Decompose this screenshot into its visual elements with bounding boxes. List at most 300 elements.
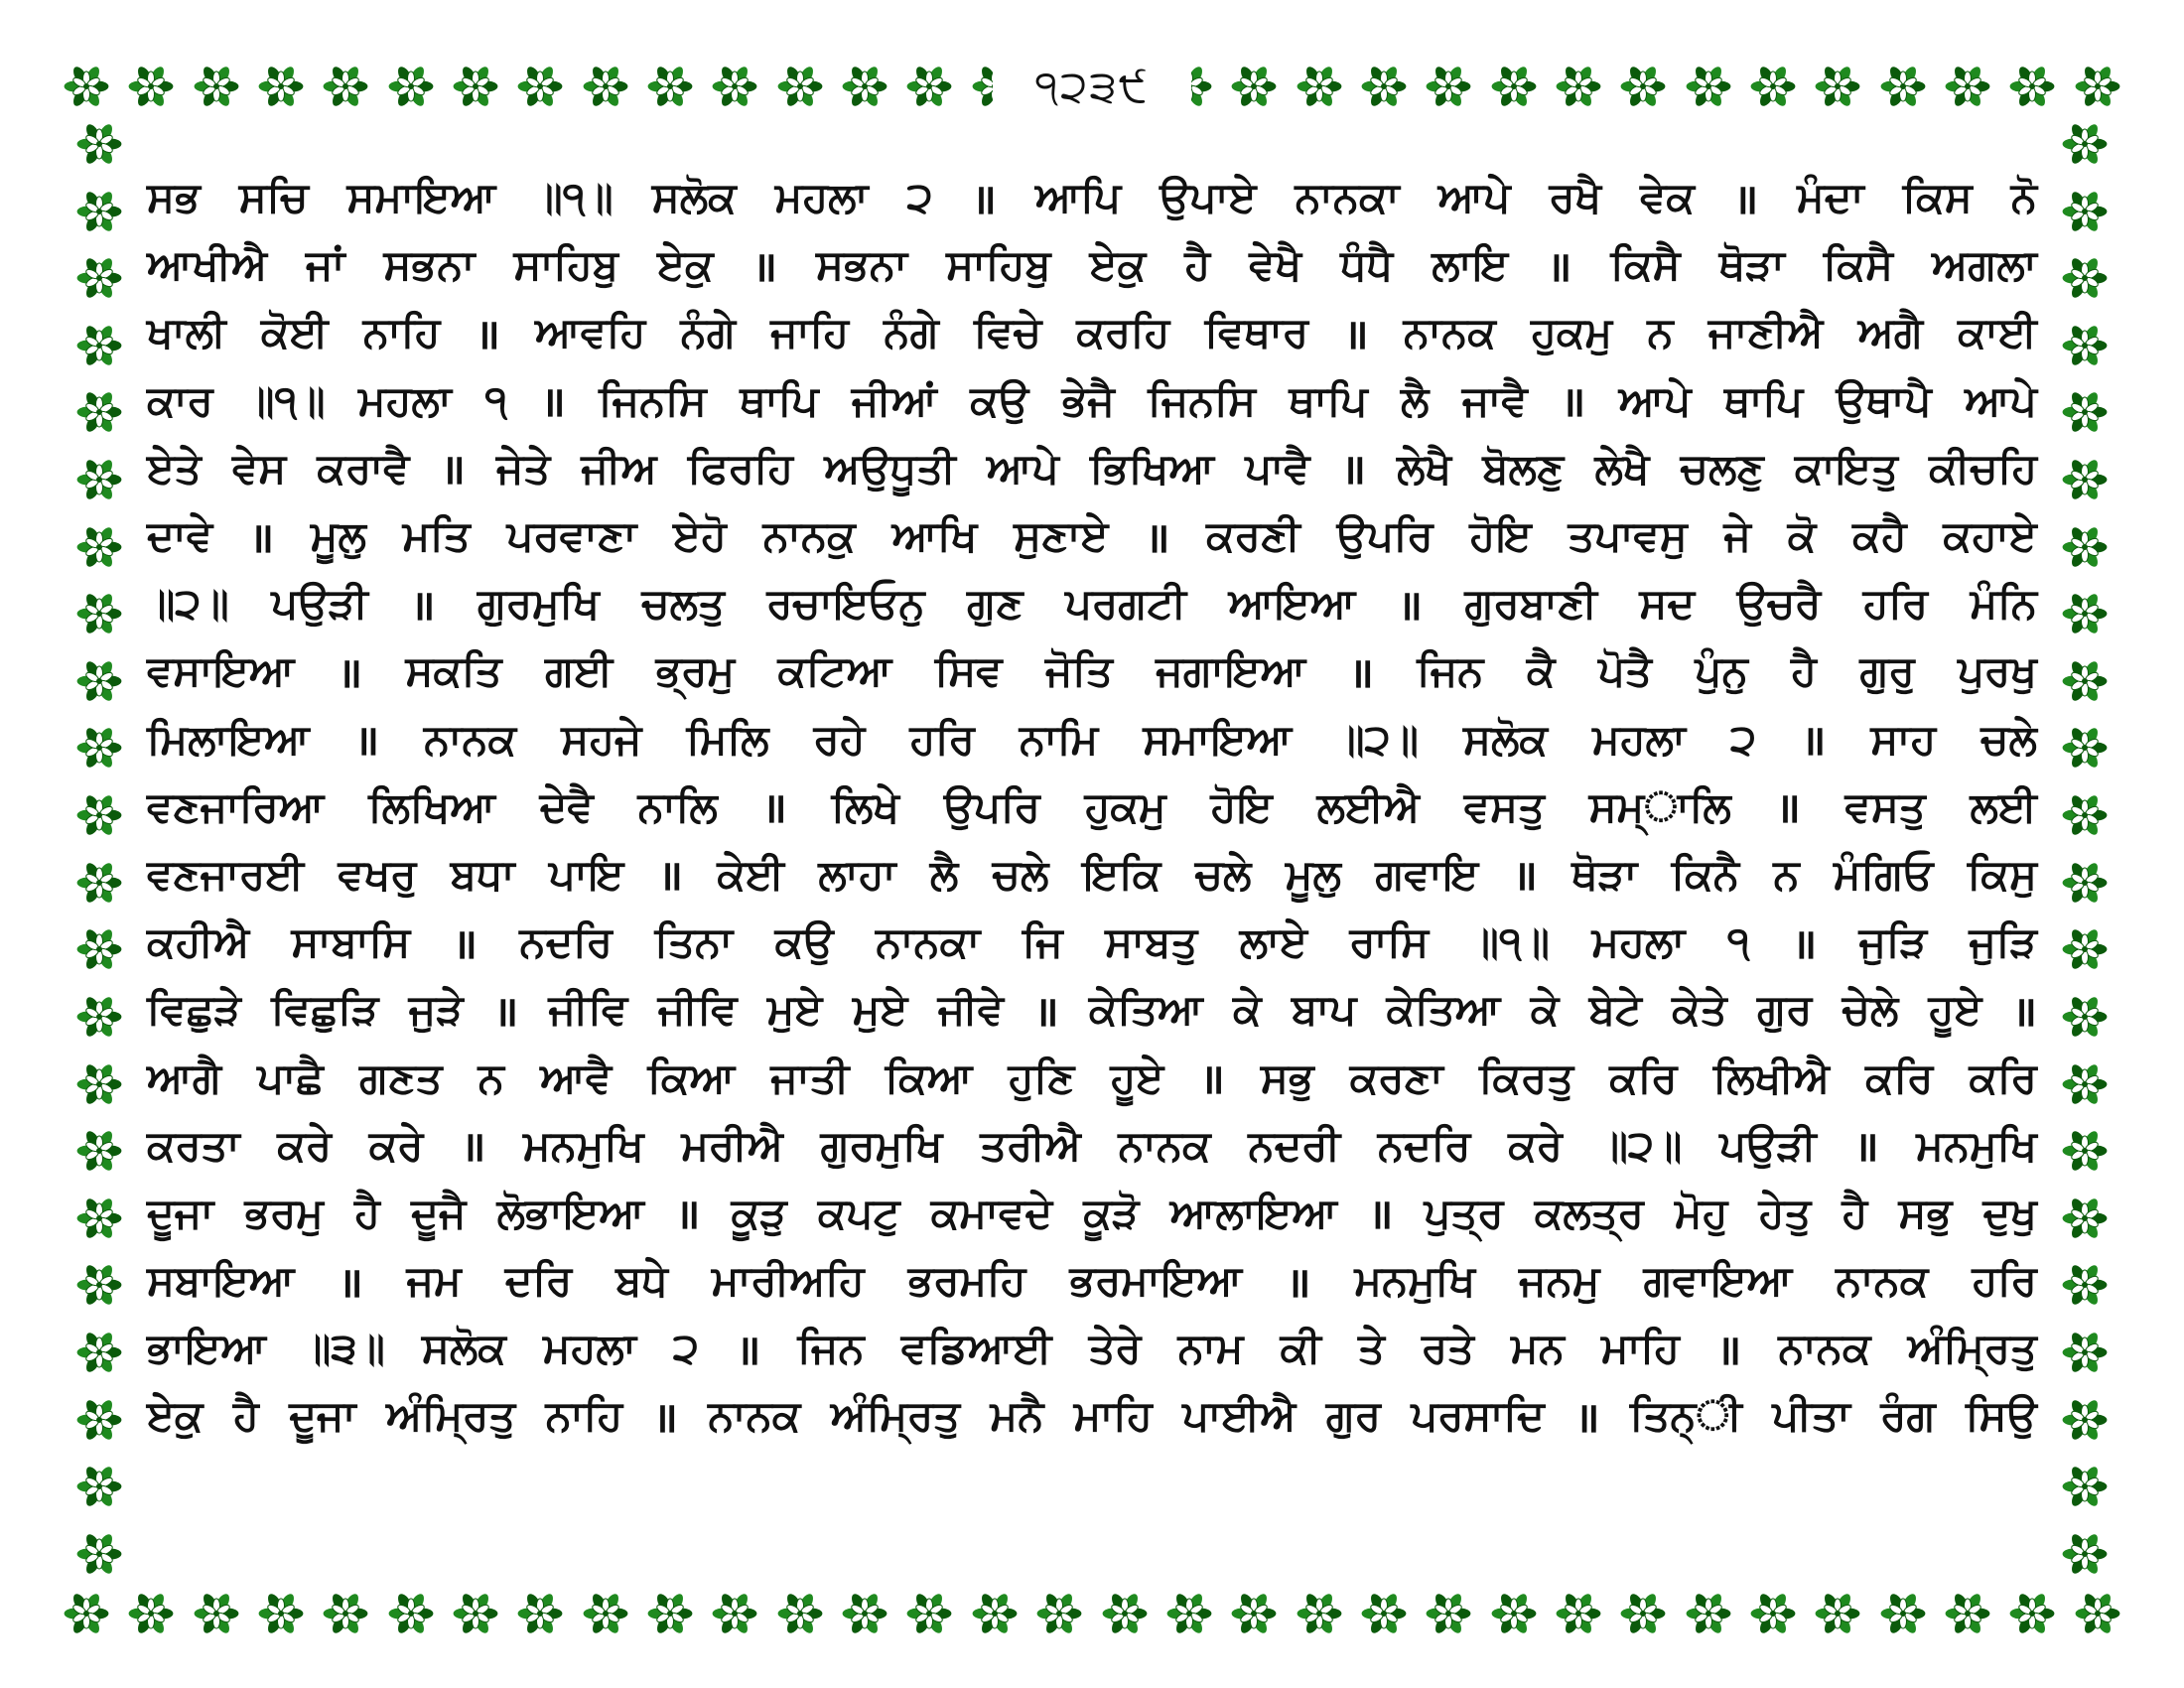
- text-word: ॥: [461, 1122, 486, 1172]
- text-word: ਜਗਾਇਆ: [1156, 646, 1306, 696]
- text-word: ਏਹੋ: [673, 511, 727, 561]
- text-word: ਬਾਪ: [1291, 985, 1357, 1035]
- border-left: [71, 119, 127, 1579]
- flower-icon: [1359, 1589, 1409, 1638]
- text-word: ਕਿਰਤੁ: [1479, 1053, 1574, 1102]
- text-word: ਪੁਤ੍ਰ: [1424, 1188, 1504, 1237]
- flower-icon: [192, 62, 241, 111]
- text-word: ਨਾਨਕਾ: [876, 917, 981, 967]
- text-word: ਗਵਾਇਆ: [1643, 1256, 1793, 1306]
- text-word: ਗੁਰ: [1325, 1391, 1381, 1441]
- text-word: ਕੇਤਿਆ: [1386, 985, 1501, 1035]
- text-word: ਪਾਇ: [548, 849, 624, 899]
- text-word: ਹੈ: [1184, 240, 1211, 290]
- text-word: ਅਉਧੂਤੀ: [824, 443, 956, 492]
- text-word: ਰੰਗ: [1880, 1391, 1936, 1441]
- text-word: ਕੇਈ: [717, 849, 784, 899]
- flower-icon: [74, 858, 124, 908]
- flower-icon: [2073, 1589, 2122, 1638]
- text-word: ਮਹਲਾ: [1592, 714, 1686, 764]
- text-word: ਕਰਹਿ: [1076, 308, 1170, 357]
- text-word: ਉਚਰੈ: [1736, 579, 1822, 629]
- text-word: ਚਲੇ: [1194, 849, 1252, 899]
- flower-icon: [1554, 62, 1603, 111]
- text-word: ਵੇਖੈ: [1249, 240, 1302, 290]
- text-word: ਲੈ: [1401, 375, 1430, 425]
- text-word: ਚਲਣੁ: [1680, 443, 1764, 492]
- text-word: ਆਖਿ: [891, 511, 978, 561]
- text-word: ਹੈ: [1842, 1188, 1868, 1237]
- text-word: ਨਾਮਿ: [1019, 714, 1099, 764]
- text-word: ਏਕੁ: [1089, 240, 1147, 290]
- text-word: ॥: [1716, 1325, 1742, 1374]
- text-word: ॥: [1801, 716, 1827, 766]
- text-word: ੨: [672, 1324, 700, 1373]
- text-word: ॥: [1348, 647, 1374, 697]
- text-word: ॥: [540, 377, 566, 427]
- text-line: [147, 231, 2037, 299]
- text-word: ॥: [452, 918, 478, 968]
- flower-icon: [74, 321, 124, 370]
- text-word: ਜਿਨਸਿ: [1148, 375, 1256, 425]
- text-word: ਮਨਮੁਖਿ: [1354, 1256, 1476, 1306]
- text-word: ਜਿ: [1022, 917, 1063, 967]
- flower-icon: [74, 589, 124, 638]
- text-word: ॥: [657, 851, 683, 901]
- text-word: ਸਕਤਿ: [405, 646, 502, 696]
- flower-icon: [74, 790, 124, 840]
- flower-icon: [515, 1589, 565, 1638]
- text-word: ॥: [492, 986, 519, 1036]
- text-word: ਕਉ: [774, 917, 834, 967]
- text-word: ਕੇਤੇ: [1672, 985, 1727, 1035]
- flower-icon: [2007, 1589, 2057, 1638]
- flower-icon: [74, 119, 124, 169]
- flower-icon: [1034, 1589, 1084, 1638]
- text-line: [147, 774, 2037, 841]
- flower-icon: [645, 1589, 695, 1638]
- flower-icon: [1878, 62, 1928, 111]
- text-word: ਕਰਿ: [1969, 1053, 2037, 1102]
- text-word: ॥: [1853, 1122, 1879, 1172]
- text-word: ਦਰਿ: [504, 1256, 573, 1306]
- text-word: ਜਾਵੈ: [1461, 375, 1528, 425]
- text-word: ਕਪਟੁ: [817, 1188, 900, 1237]
- text-word: ਨਦਰਿ: [519, 917, 613, 967]
- flower-icon: [126, 1589, 176, 1638]
- text-word: ॥੧॥: [534, 173, 614, 222]
- text-word: ਮੂਲੁ: [310, 511, 366, 561]
- text-word: ਲਾਇ: [1432, 240, 1509, 290]
- text-word: ਜੁੜਿ: [1969, 917, 2037, 967]
- text-word: ॥: [736, 1325, 761, 1374]
- text-word: ਹੂਏ: [1110, 1053, 1164, 1102]
- text-word: ਆਲਾਇਆ: [1169, 1188, 1337, 1237]
- text-word: ਕੂੜੋ: [1083, 1188, 1140, 1237]
- text-word: ਮਿਲਾਇਆ: [147, 714, 310, 764]
- text-word: ਆਪੇ: [1965, 375, 2037, 425]
- text-word: ਅੰਮ੍ਰਿਤੁ: [385, 1391, 516, 1441]
- flower-icon: [840, 62, 889, 111]
- text-word: ਕੈ: [1526, 646, 1556, 696]
- text-word: ॥: [410, 580, 436, 630]
- text-word: ਸਭਨਾ: [816, 240, 907, 290]
- text-word: ਲੇਖੈ: [1397, 443, 1452, 492]
- text-word: ਸਭੁ: [1898, 1188, 1953, 1237]
- flower-icon: [1489, 1589, 1539, 1638]
- text-line: [147, 976, 2037, 1044]
- flower-icon: [2060, 1194, 2110, 1243]
- text-word: ਕਰੇ: [1508, 1120, 1563, 1170]
- text-word: ਕਮਾਵਦੇ: [930, 1188, 1053, 1237]
- flower-icon: [1229, 1589, 1279, 1638]
- text-word: ਜਿਨ: [797, 1324, 865, 1373]
- text-word: ਆਖੀਐ: [147, 240, 267, 290]
- text-word: ॥: [475, 309, 500, 358]
- text-line: [147, 299, 2037, 366]
- text-word: ਵਣਜਾਰਈ: [147, 849, 305, 899]
- text-word: ॥: [675, 1190, 701, 1239]
- flower-icon: [192, 1589, 241, 1638]
- text-word: ॥੨॥: [1336, 714, 1419, 764]
- text-line: [147, 841, 2037, 909]
- text-word: ਹੁਕਮੁ: [1531, 308, 1613, 357]
- text-word: ਕਹੈ: [1852, 511, 1907, 561]
- flower-icon: [74, 187, 124, 236]
- flower-icon: [1943, 62, 1992, 111]
- text-word: ਨਾਲਿ: [637, 781, 718, 831]
- text-word: ਗੁਰਮੁਖਿ: [820, 1120, 943, 1170]
- flower-icon: [1229, 62, 1279, 111]
- text-word: ਵਿਥਾਰ: [1204, 308, 1309, 357]
- text-word: ਵੇਸ: [231, 443, 287, 492]
- text-word: ਬੇਟੇ: [1588, 985, 1642, 1035]
- text-word: ਸਾਬਾਸਿ: [291, 917, 411, 967]
- text-word: ਚਲੇ: [992, 849, 1049, 899]
- flower-icon: [62, 62, 111, 111]
- text-word: ਦੂਜਾ: [289, 1391, 356, 1441]
- text-word: ਕਾਰ: [147, 375, 213, 425]
- text-line: [147, 1315, 2037, 1382]
- flower-icon: [645, 62, 695, 111]
- text-word: ਕਿਆ: [647, 1053, 736, 1102]
- text-word: ਪਾਛੈ: [257, 1053, 324, 1102]
- flower-icon: [74, 1059, 124, 1109]
- flower-icon: [2060, 321, 2110, 370]
- text-word: ਮਾਹਿ: [1600, 1324, 1680, 1373]
- text-line: [147, 1247, 2037, 1315]
- text-word: ਜੇ: [1723, 511, 1751, 561]
- text-word: ਕਰੇ: [368, 1120, 424, 1170]
- flower-icon: [581, 62, 630, 111]
- text-word: ॥੨॥: [1599, 1120, 1683, 1170]
- text-word: ਹਰਿ: [1972, 1256, 2037, 1306]
- text-word: ॥: [1397, 580, 1423, 630]
- text-word: ਵਿਛੁੜਿ: [271, 985, 379, 1035]
- flower-icon: [256, 62, 306, 111]
- flower-icon: [74, 1194, 124, 1243]
- flower-icon: [2060, 656, 2110, 706]
- text-word: ਫਿਰਹਿ: [687, 443, 794, 492]
- text-word: ੨: [906, 173, 933, 222]
- text-word: ॥: [1775, 783, 1801, 833]
- flower-icon: [1489, 62, 1539, 111]
- flower-icon: [1618, 1589, 1668, 1638]
- text-word: ਏਕੁ: [147, 1391, 204, 1441]
- text-word: ਸਬਾਇਆ: [147, 1256, 295, 1306]
- text-word: ਮਹਲਾ: [543, 1324, 636, 1373]
- text-word: ਕਿਆ: [885, 1053, 973, 1102]
- text-word: ਆਪੇ: [1618, 375, 1692, 425]
- text-word: ਵਿਚੇ: [973, 308, 1042, 357]
- text-word: ॥: [1368, 1190, 1394, 1239]
- flower-icon: [2060, 187, 2110, 236]
- text-word: ॥: [751, 241, 777, 291]
- flower-icon: [2060, 119, 2110, 169]
- text-word: ਲਈਐ: [1316, 781, 1420, 831]
- text-word: ਦੂਜਾ: [147, 1188, 214, 1237]
- flower-icon: [62, 1589, 111, 1638]
- flower-icon: [2060, 1059, 2110, 1109]
- text-word: ਹੋਇ: [1210, 781, 1273, 831]
- text-word: ਪੁਰਖੁ: [1958, 646, 2037, 696]
- text-word: ਪਉੜੀ: [1719, 1120, 1817, 1170]
- flower-icon: [74, 253, 124, 303]
- text-word: ਮਰੀਐ: [681, 1120, 783, 1170]
- flower-icon: [2073, 62, 2122, 111]
- flower-icon: [74, 1328, 124, 1377]
- text-word: ਗਣਤ: [359, 1053, 443, 1102]
- flower-icon: [74, 1462, 124, 1511]
- text-word: ਕਿਸੁ: [1967, 849, 2037, 899]
- text-word: ਹੁਕਮੁ: [1084, 781, 1166, 831]
- text-word: ਨਾਹਿ: [545, 1391, 623, 1441]
- text-word: ਮਨਮੁਖਿ: [1916, 1120, 2037, 1170]
- text-word: ॥: [1199, 1055, 1225, 1104]
- text-word: ॥੩॥: [303, 1324, 385, 1373]
- text-word: ਸਲੋਕ: [651, 173, 737, 222]
- text-word: ਕਾਇਤੁ: [1794, 443, 1898, 492]
- text-line: [147, 637, 2037, 705]
- flower-icon: [1618, 62, 1668, 111]
- flower-icon: [1424, 62, 1473, 111]
- text-word: ਕਉ: [970, 375, 1029, 425]
- text-word: ਭ੍ਰਮੁ: [655, 646, 736, 696]
- text-word: ਕਿਸੈ: [1823, 240, 1893, 290]
- flower-icon: [775, 62, 825, 111]
- flower-icon: [2060, 589, 2110, 638]
- text-line: [147, 909, 2037, 976]
- text-word: ਧੰਧੈ: [1340, 240, 1394, 290]
- text-word: ਵਸਤੁ: [1463, 781, 1545, 831]
- text-word: ਨਾਨਕਾ: [1295, 173, 1400, 222]
- text-line: [147, 1382, 2037, 1450]
- flower-icon: [2060, 1260, 2110, 1310]
- text-word: ਥਾਪਿ: [1723, 375, 1804, 425]
- flower-icon: [386, 62, 436, 111]
- text-word: ਜਾਹਿ: [770, 308, 850, 357]
- text-word: ਆਇਆ: [1228, 579, 1356, 629]
- flower-icon: [2060, 858, 2110, 908]
- text-word: ਸਭਨਾ: [383, 240, 476, 290]
- text-word: ਨ: [1647, 308, 1674, 357]
- text-word: ਸਲੋਕ: [1463, 714, 1549, 764]
- text-word: ਨਾਨਕੁ: [762, 511, 856, 561]
- flower-icon: [2060, 455, 2110, 504]
- text-word: ਮੁਏ: [852, 985, 908, 1035]
- border-right: [2057, 119, 2113, 1579]
- text-word: ਤਰੀਐ: [980, 1120, 1081, 1170]
- flower-icon: [74, 924, 124, 974]
- text-word: ਆਪੇ: [986, 443, 1059, 492]
- text-word: ਕਰਤਾ: [147, 1120, 240, 1170]
- text-word: ਕਾਈ: [1958, 308, 2037, 357]
- text-word: ਹੇਤੁ: [1758, 1188, 1812, 1237]
- text-word: ਮਾਹਿ: [1073, 1391, 1153, 1441]
- text-word: ਅੰਮ੍ਰਿਤੁ: [1907, 1324, 2037, 1373]
- text-word: ਜੁੜਿ: [1858, 917, 1928, 967]
- text-word: ਨੰਗੇ: [680, 308, 737, 357]
- text-word: ਬਧਾ: [450, 849, 515, 899]
- flower-icon: [1164, 1589, 1214, 1638]
- flower-icon: [1813, 1589, 1862, 1638]
- text-word: ਆਪਿ: [1034, 173, 1122, 222]
- text-word: ਉਪਰਿ: [1336, 511, 1433, 561]
- flower-icon: [515, 62, 565, 111]
- text-word: ॥: [761, 783, 787, 833]
- text-word: ਨਾਨਕ: [1836, 1256, 1929, 1306]
- text-word: ਜਿਨਸਿ: [599, 375, 707, 425]
- text-line: [147, 435, 2037, 502]
- text-word: ਵਿਛੁੜੇ: [147, 985, 241, 1035]
- flower-icon: [1748, 62, 1798, 111]
- border-bottom: [62, 1585, 2122, 1642]
- text-word: ਚਲਤੁ: [641, 579, 725, 629]
- page-number: ੧੨੩੯: [1034, 61, 1150, 112]
- text-word: ਪਰਸਾਦਿ: [1411, 1391, 1545, 1441]
- text-word: ਜਨਮੁ: [1519, 1256, 1600, 1306]
- text-word: ੧: [484, 375, 508, 425]
- text-word: ਗੁਰੁ: [1859, 646, 1915, 696]
- text-word: ਸਮਾਇਆ: [346, 173, 496, 222]
- text-line: [147, 164, 2037, 231]
- flower-icon: [1813, 62, 1862, 111]
- text-word: ਸਦ: [1639, 579, 1696, 629]
- text-word: ਜਾਂ: [306, 240, 345, 290]
- text-word: ਰਖੈ: [1549, 173, 1602, 222]
- flower-icon: [710, 1589, 759, 1638]
- text-word: ਹੂਏ: [1928, 985, 1982, 1035]
- flower-icon: [1943, 1589, 1992, 1638]
- text-word: ਜਾਤੀ: [770, 1053, 850, 1102]
- flower-icon: [2060, 1328, 2110, 1377]
- text-word: ਸਾਹਿਬੁ: [513, 240, 619, 290]
- text-word: ਜੋਤਿ: [1045, 646, 1113, 696]
- text-word: ਖਾਲੀ: [147, 308, 226, 357]
- flower-icon: [1878, 1589, 1928, 1638]
- text-word: ਨਾਨਕ: [1778, 1324, 1871, 1373]
- text-word: ਪੁੰਨੁ: [1695, 646, 1748, 696]
- flower-icon: [321, 62, 370, 111]
- flower-icon: [74, 522, 124, 572]
- text-word: ਦਾਵੇ: [147, 511, 213, 561]
- text-word: ਮਨਮੁਖਿ: [523, 1120, 644, 1170]
- text-word: ॥: [1561, 377, 1586, 427]
- text-word: ਕਰਿ: [1865, 1053, 1934, 1102]
- text-word: ਮੋਹੁ: [1674, 1188, 1728, 1237]
- text-word: ਗਈ: [545, 646, 614, 696]
- text-word: ॥: [1033, 986, 1059, 1036]
- flower-icon: [386, 1589, 436, 1638]
- text-word: ॥: [1733, 174, 1759, 223]
- flower-icon: [2060, 253, 2110, 303]
- text-word: ਮੰਨਿ: [1970, 579, 2037, 629]
- text-word: ਹੋਇ: [1469, 511, 1532, 561]
- flower-icon: [1554, 1589, 1603, 1638]
- text-word: ਜਿਨ: [1417, 646, 1484, 696]
- text-word: ਸਿਉ: [1966, 1391, 2037, 1441]
- text-word: ਉਪਰਿ: [943, 781, 1040, 831]
- text-word: ॥: [971, 174, 997, 223]
- text-word: ਨੋ: [2010, 173, 2037, 222]
- text-word: ਗੁਣ: [967, 579, 1024, 629]
- text-word: ਜਾਣੀਐ: [1707, 308, 1824, 357]
- text-word: ਭਰਮਾਇਆ: [1069, 1256, 1243, 1306]
- text-word: ਕੂੜੁ: [731, 1188, 787, 1237]
- text-word: ॥: [1340, 445, 1366, 494]
- flower-icon: [2060, 924, 2110, 974]
- text-word: ਜੁੜੇ: [408, 985, 464, 1035]
- text-word: ਨੰਗੇ: [884, 308, 939, 357]
- text-word: ਵਸਾਇਆ: [147, 646, 295, 696]
- text-word: ਏਕੁ: [657, 240, 714, 290]
- text-word: ਵਣਜਾਰਿਆ: [147, 781, 325, 831]
- text-word: ਸਿਵ: [934, 646, 1003, 696]
- text-word: ॥: [338, 1257, 363, 1307]
- text-word: ਜੀਵੇ: [937, 985, 1005, 1035]
- text-word: ਨ: [1773, 849, 1800, 899]
- text-word: ਪਾਵੈ: [1245, 443, 1310, 492]
- text-word: ॥: [1145, 512, 1170, 562]
- flower-icon: [581, 1589, 630, 1638]
- text-word: ਗੁਰਬਾਣੀ: [1464, 579, 1597, 629]
- text-word: ॥: [1792, 918, 1818, 968]
- text-word: ॥: [440, 445, 466, 494]
- text-word: ਮੂਲੁ: [1285, 849, 1341, 899]
- text-word: ਪਰਗਟੀ: [1065, 579, 1186, 629]
- flower-icon: [2060, 992, 2110, 1042]
- text-word: ਪੋਤੈ: [1597, 646, 1652, 696]
- text-word: ਕਹੀਐ: [147, 917, 250, 967]
- text-word: ॥: [1547, 241, 1572, 291]
- text-word: ਸਭੁ: [1260, 1053, 1314, 1102]
- text-word: ਸਚਿ: [238, 173, 309, 222]
- flower-icon: [1100, 1589, 1150, 1638]
- text-word: ਉਥਾਪੈ: [1836, 375, 1932, 425]
- text-word: ਥਾਪਿ: [1289, 375, 1368, 425]
- text-word: ਮਿਲਿ: [686, 714, 769, 764]
- text-word: ਜੀਅ: [581, 443, 657, 492]
- text-word: ਜੀਆਂ: [851, 375, 937, 425]
- text-word: ਤੇਰੇ: [1088, 1324, 1142, 1373]
- text-word: ਲਿਖੇ: [831, 781, 900, 831]
- text-word: ਵਖਰੁ: [338, 849, 417, 899]
- text-word: ॥: [1286, 1257, 1311, 1307]
- flower-icon: [710, 62, 759, 111]
- flower-icon: [451, 62, 500, 111]
- text-word: ਮਹਲਾ: [1591, 917, 1686, 967]
- flower-icon: [74, 455, 124, 504]
